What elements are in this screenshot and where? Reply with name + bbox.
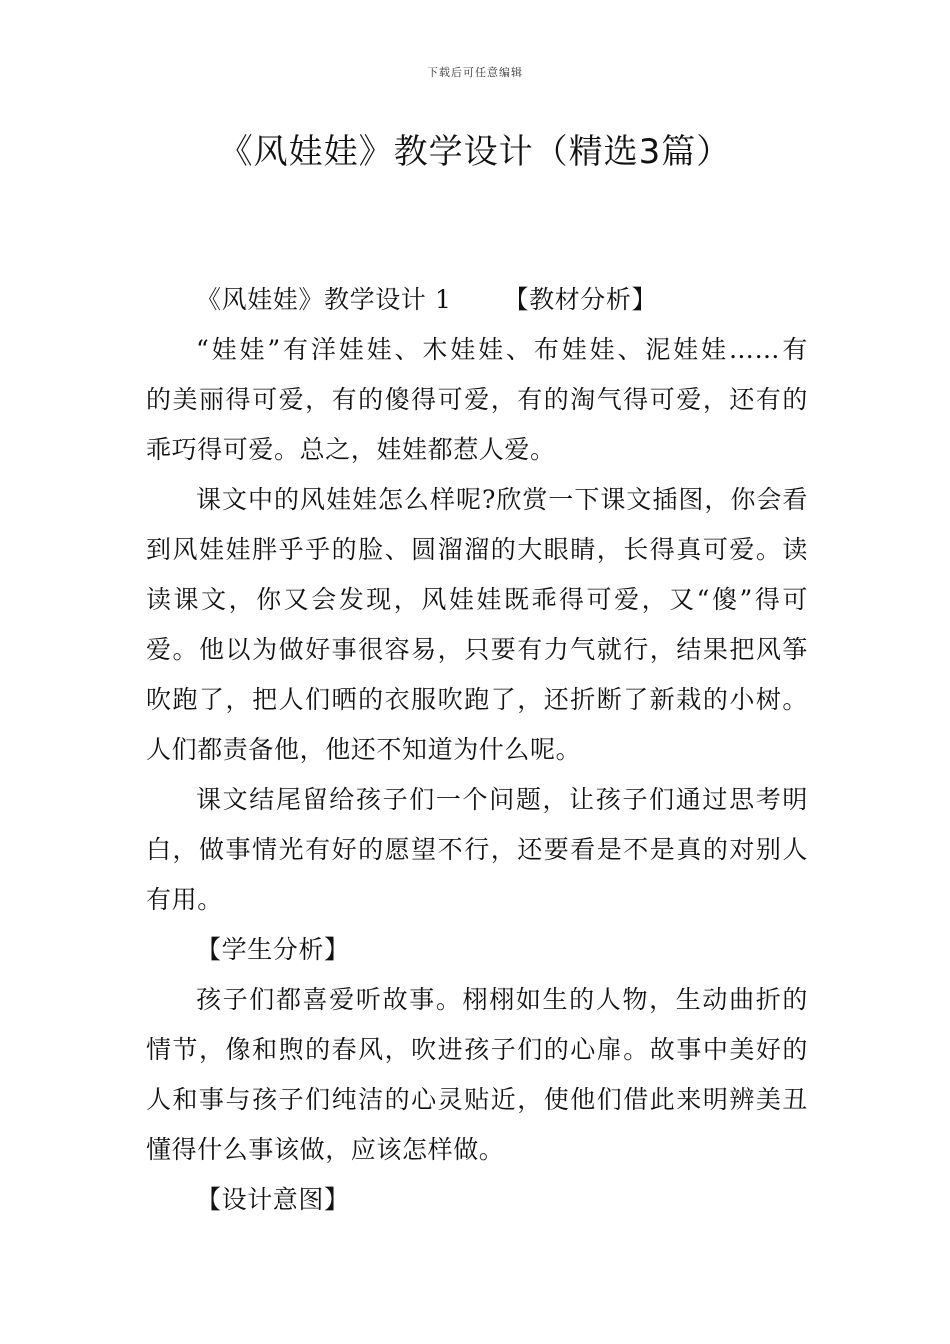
section-heading-design-intent: 【设计意图】 (196, 1185, 350, 1214)
paragraph-line: 吹跑了，把人们晒的衣服吹跑了，还折断了新栽的小树。 (146, 685, 808, 714)
paragraph-line: 人和事与孩子们纯洁的心灵贴近，使他们借此来明辨美丑 (146, 1085, 808, 1114)
paragraph-line: 到风娃娃胖乎乎的脸、圆溜溜的大眼睛，长得真可爱。读 (146, 535, 808, 564)
header-note: 下载后可任意编辑 (427, 66, 523, 79)
section-heading-line (146, 275, 808, 325)
section-heading-student-analysis: 【学生分析】 (196, 935, 350, 964)
paragraph-line: 人们都责备他，他还不知道为什么呢。 (146, 735, 582, 764)
paragraph-line: 爱。他以为做好事很容易，只要有力气就行，结果把风筝 (146, 635, 808, 664)
document-title: 《风娃娃》教学设计（精选3篇） (218, 132, 732, 172)
paragraph-line: 情节，像和煦的春风，吹进孩子们的心扉。故事中美好的 (146, 1035, 808, 1064)
paragraph-line: 懂得什么事该做，应该怎样做。 (146, 1135, 505, 1164)
paragraph-line: 课文中的风娃娃怎么样呢?欣赏一下课文插图，你会看 (196, 485, 808, 514)
paragraph-line: 有用。 (146, 885, 223, 914)
paragraph-line: 课文结尾留给孩子们一个问题，让孩子们通过思考明 (196, 785, 808, 814)
paragraph-line: 读课文，你又会发现，风娃娃既乖得可爱，又“傻”得可 (146, 585, 808, 614)
paragraph-line: 白，做事情光有好的愿望不行，还要看是不是真的对别人 (146, 835, 808, 864)
paragraph-line: 孩子们都喜爱听故事。栩栩如生的人物，生动曲折的 (196, 985, 808, 1014)
document-body (146, 275, 808, 1225)
section-title: 《风娃娃》教学设计 1 (196, 285, 452, 314)
section-heading-textbook-analysis: 【教材分析】 (503, 285, 658, 314)
paragraph-line: 的美丽得可爱，有的傻得可爱，有的淘气得可爱，还有的 (146, 385, 808, 414)
paragraph-line: 乖巧得可爱。总之，娃娃都惹人爱。 (146, 435, 556, 464)
paragraph-line: “娃娃”有洋娃娃、木娃娃、布娃娃、泥娃娃……有 (196, 335, 808, 364)
